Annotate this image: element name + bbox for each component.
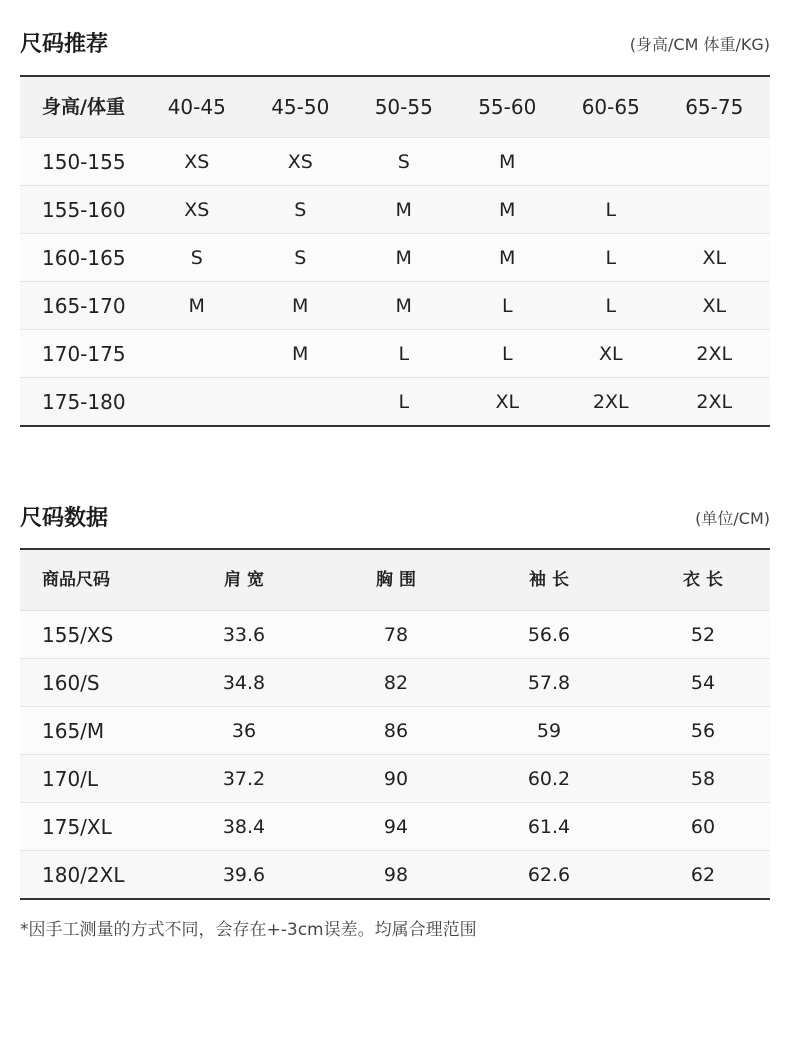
size-cell: L [398, 390, 410, 413]
size-cell: 2XL [696, 390, 733, 413]
measurement-cell: 56.6 [527, 623, 571, 646]
measurement-cell: 33.6 [222, 623, 266, 646]
size-label-cell: 180/2XL [42, 862, 125, 887]
size-recommendation-table [20, 75, 770, 427]
size-cell: M [395, 294, 412, 317]
measurement-cell: 37.2 [222, 767, 266, 790]
size-label-cell: 160/S [42, 670, 100, 695]
size-recommendation-unit-note: (身高/CM 体重/KG) [629, 35, 770, 54]
table-row [20, 281, 770, 329]
height-range-cell: 150-155 [42, 149, 126, 174]
size-cell: XS [184, 198, 210, 221]
size-cell: XS [184, 150, 210, 173]
size-cell: XL [495, 390, 520, 413]
measurement-cell: 52 [690, 623, 716, 646]
corner-header: 身高/体重 [42, 96, 125, 118]
size-recommendation-title: 尺码推荐 [20, 32, 109, 57]
table-body [20, 610, 770, 898]
table-row [20, 329, 770, 377]
size-cell: L [501, 294, 513, 317]
size-cell: 2XL [696, 342, 733, 365]
size-cell: L [605, 246, 617, 269]
table-row [20, 754, 770, 802]
size-cell: M [395, 246, 412, 269]
size-cell: L [398, 342, 410, 365]
chest-header: 胸 围 [376, 570, 416, 590]
measurement-cell: 60.2 [527, 767, 571, 790]
measurement-cell: 54 [690, 671, 716, 694]
size-data-table [20, 548, 770, 900]
weight-range-header: 40-45 [167, 95, 226, 119]
size-cell: XL [702, 294, 727, 317]
table-row [20, 233, 770, 281]
weight-range-header: 65-75 [685, 95, 744, 119]
size-cell: M [395, 198, 412, 221]
shoulder-width-header: 肩 宽 [224, 570, 264, 590]
weight-range-header: 50-55 [374, 95, 433, 119]
measurement-footnote: *因手工测量的方式不同，会存在+-3cm误差。均属合理范围 [20, 920, 477, 940]
size-cell: XL [702, 246, 727, 269]
size-cell: XS [287, 150, 313, 173]
size-label-cell: 170/L [42, 766, 99, 791]
measurement-cell: 38.4 [222, 815, 266, 838]
table-row [20, 802, 770, 850]
header-row [20, 77, 770, 137]
size-cell: S [397, 150, 410, 173]
size-label-cell: 165/M [42, 718, 105, 743]
header-row [20, 550, 770, 610]
weight-range-header: 55-60 [478, 95, 537, 119]
size-cell: M [188, 294, 205, 317]
measurement-cell: 34.8 [222, 671, 266, 694]
measurement-cell: 62 [690, 863, 716, 886]
measurement-cell: 36 [231, 719, 257, 742]
size-header: 商品尺码 [42, 570, 110, 590]
table-row [20, 185, 770, 233]
table-row [20, 610, 770, 658]
measurement-cell: 78 [383, 623, 409, 646]
measurement-cell: 86 [383, 719, 409, 742]
height-range-cell: 160-165 [42, 245, 126, 270]
measurement-cell: 58 [690, 767, 716, 790]
weight-range-header: 60-65 [581, 95, 640, 119]
table-row [20, 377, 770, 425]
size-label-cell: 175/XL [42, 814, 112, 839]
height-range-cell: 175-180 [42, 389, 126, 414]
size-cell: S [294, 246, 307, 269]
size-cell: S [294, 198, 307, 221]
table-body [20, 137, 770, 425]
height-range-cell: 155-160 [42, 197, 126, 222]
measurement-cell: 59 [536, 719, 562, 742]
measurement-cell: 39.6 [222, 863, 266, 886]
size-cell: L [605, 198, 617, 221]
size-cell: M [292, 342, 309, 365]
size-cell: M [499, 198, 516, 221]
size-cell: S [190, 246, 203, 269]
size-data-title: 尺码数据 [20, 506, 109, 531]
size-cell: 2XL [592, 390, 629, 413]
size-cell: M [499, 150, 516, 173]
measurement-cell: 94 [383, 815, 409, 838]
size-cell: M [499, 246, 516, 269]
measurement-cell: 62.6 [527, 863, 571, 886]
table-row [20, 137, 770, 185]
size-data-unit-note: (单位/CM) [695, 509, 770, 528]
weight-range-header: 45-50 [271, 95, 330, 119]
measurement-cell: 56 [690, 719, 716, 742]
table-row [20, 658, 770, 706]
size-cell: L [605, 294, 617, 317]
size-cell: M [292, 294, 309, 317]
measurement-cell: 90 [383, 767, 409, 790]
measurement-cell: 60 [690, 815, 716, 838]
table-row [20, 850, 770, 898]
measurement-cell: 61.4 [527, 815, 571, 838]
measurement-cell: 82 [383, 671, 409, 694]
measurement-cell: 57.8 [527, 671, 571, 694]
measurement-cell: 98 [383, 863, 409, 886]
body-length-header: 衣 长 [683, 570, 723, 590]
sleeve-length-header: 袖 长 [529, 570, 569, 590]
table-row [20, 706, 770, 754]
height-range-cell: 165-170 [42, 293, 126, 318]
height-range-cell: 170-175 [42, 341, 126, 366]
size-cell: L [501, 342, 513, 365]
size-cell: XL [598, 342, 623, 365]
size-label-cell: 155/XS [42, 622, 114, 647]
